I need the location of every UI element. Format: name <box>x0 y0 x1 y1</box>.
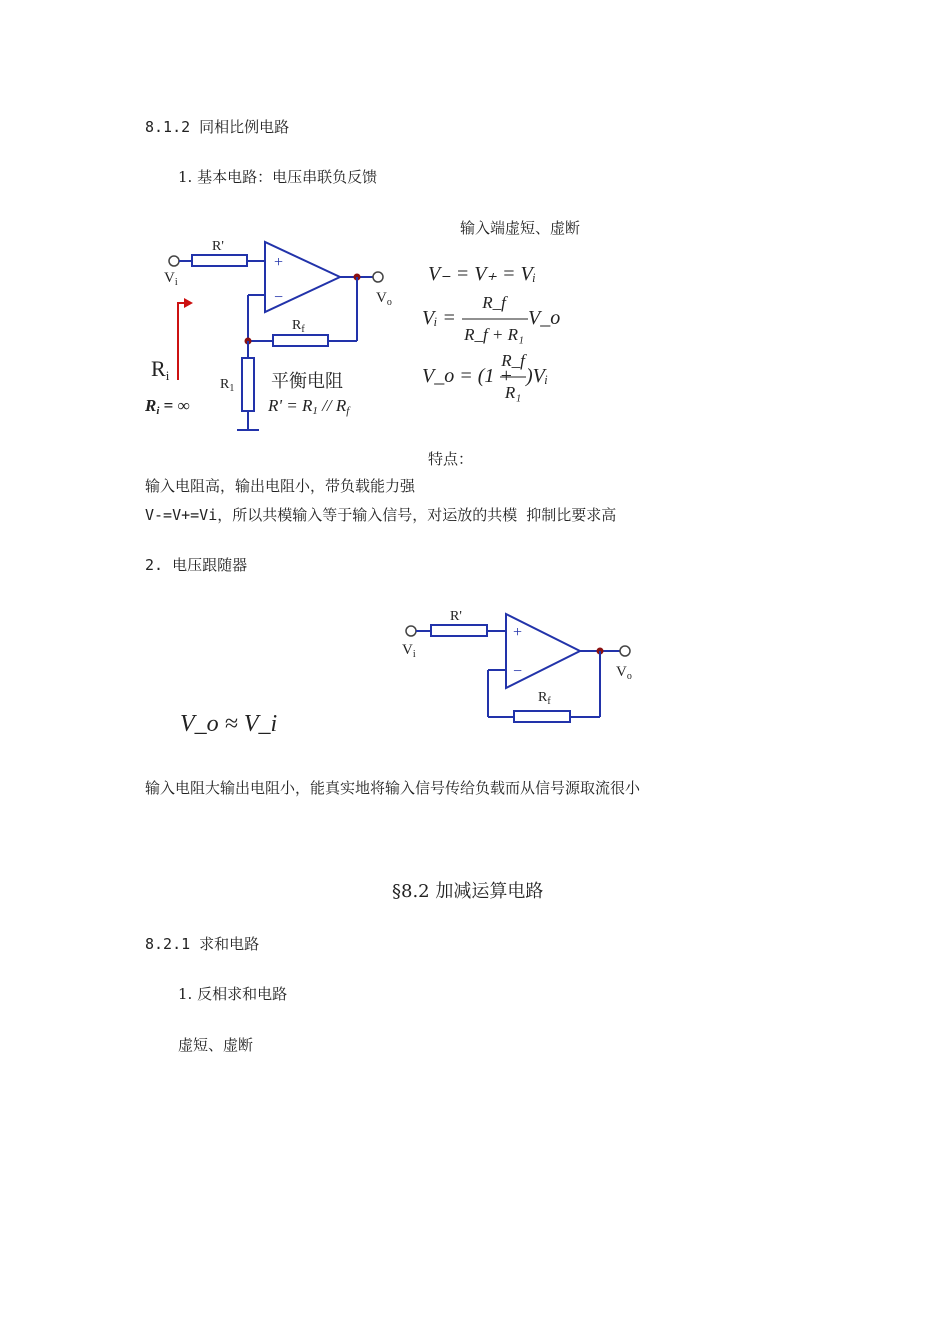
ri-label: Ri <box>151 356 170 383</box>
heading-8-1-2: 8.1.2 同相比例电路 <box>145 118 290 136</box>
vo-label: $V_o$ <box>376 290 392 308</box>
follower-vo-label: $V_o$ <box>616 664 632 682</box>
balance-resistor-label: 平衡电阻 <box>271 371 343 391</box>
equation-virtual-short: V₋ = V₊ = Vᵢ <box>428 263 536 285</box>
eq2-right: V_o <box>528 307 561 329</box>
follower-r-prime-label: R' <box>450 609 462 624</box>
follower-equation: V_o ≈ V_i <box>180 711 278 737</box>
virtual-short-label: 输入端虚短、虚断 <box>460 219 581 237</box>
r-prime-label: R' <box>212 239 224 254</box>
balance-resistor-eq: R' = R1 // Rf <box>268 396 350 417</box>
item-basic-circuit: 1. 基本电路：电压串联负反馈 <box>178 168 378 186</box>
item-inverting-summing: 1. 反相求和电路 <box>178 985 288 1003</box>
non-inverting-amplifier-diagram <box>140 230 390 440</box>
ri-infinite-eq: Ri = ∞ <box>145 396 190 417</box>
eq2-left: Vᵢ = <box>422 307 456 329</box>
eq3-denominator: R₁ <box>504 383 522 402</box>
eq3-left: V_o = (1 + <box>422 365 513 387</box>
eq2-numerator: R_f <box>482 293 506 312</box>
follower-vi-label: $V_i$ <box>402 642 416 660</box>
virtual-short-note: 虚短、虚断 <box>178 1036 254 1054</box>
heading-8-2-1: 8.2.1 求和电路 <box>145 935 260 953</box>
eq3-right: )Vᵢ <box>526 365 549 387</box>
svg-text:−: − <box>274 289 284 306</box>
follower-description: 输入电阻大输出电阻小，能真实地将输入信号传给负载而从信号源取流很小 <box>145 779 641 797</box>
feature-1: 输入电阻高，输出电阻小，带负载能力强 <box>145 477 416 495</box>
svg-text:−: − <box>513 663 523 680</box>
item-voltage-follower: 2. 电压跟随器 <box>145 556 248 574</box>
eq2-denominator: R_f + R₁ <box>464 325 524 344</box>
section-8-2-title: §8.2 加减运算电路 <box>392 881 544 902</box>
r1-label: $R_1$ <box>220 377 235 394</box>
voltage-follower-diagram <box>400 600 650 730</box>
equations-block <box>420 258 590 408</box>
svg-text:+: + <box>274 254 284 271</box>
feature-2: V-=V+=Vi，所以共模输入等于输入信号，对运放的共模 抑制比要求高 <box>145 506 617 524</box>
svg-text:+: + <box>513 624 523 641</box>
eq3-numerator: R_f <box>501 351 525 370</box>
vi-label: $V_i$ <box>164 270 178 288</box>
rf-label: $R_f$ <box>292 318 305 335</box>
follower-rf-label: $R_f$ <box>538 690 551 707</box>
features-label: 特点： <box>428 450 474 468</box>
